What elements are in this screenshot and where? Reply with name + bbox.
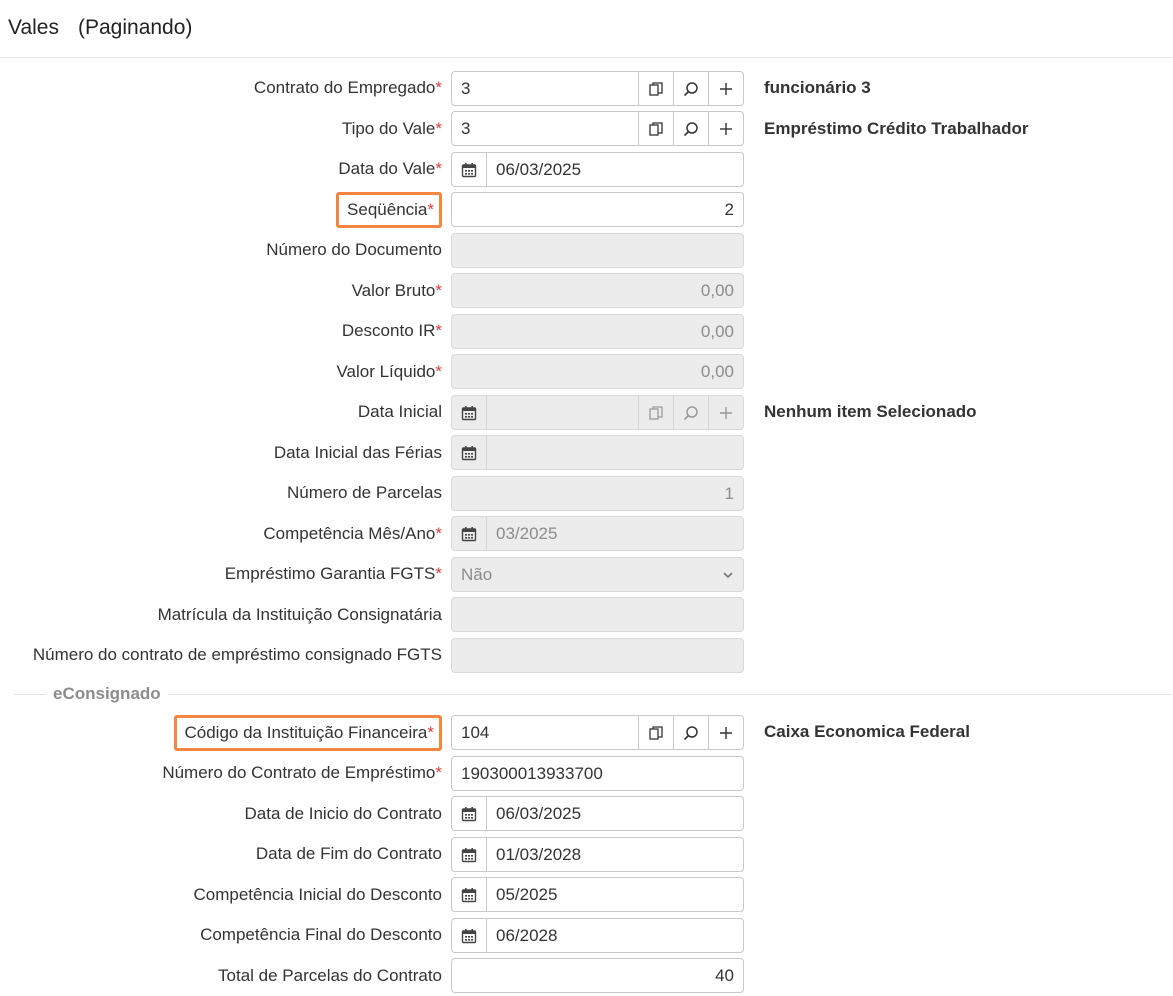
chevron-down-icon [713, 558, 743, 591]
data-inicio-input[interactable]: 06/03/2025 [496, 804, 582, 823]
codigo-instituicao-input[interactable]: 104 [461, 723, 490, 742]
numero-parcelas-input: 1 [724, 484, 734, 503]
numero-contrato-input[interactable]: 190300013933700 [461, 764, 603, 783]
numero-parcelas-field [451, 476, 744, 511]
page-header [0, 0, 1173, 58]
contrato-description: funcionário 3 [764, 78, 871, 97]
codigo-instituicao-field[interactable] [451, 715, 744, 750]
desconto-ir-label: Desconto IR* [341, 321, 442, 340]
numero-contrato-field[interactable] [451, 756, 744, 791]
numero-contrato-fgts-field [451, 638, 744, 673]
codigo-instituicao-description: Caixa Economica Federal [764, 722, 970, 741]
calendar-icon[interactable] [452, 878, 487, 911]
calendar-icon [452, 436, 487, 469]
desconto-ir-input: 0,00 [700, 322, 734, 341]
data-fim-field[interactable] [451, 837, 744, 872]
search-icon[interactable] [673, 716, 708, 749]
numero-documento-field [451, 233, 744, 268]
data-vale-input[interactable]: 06/03/2025 [496, 160, 582, 179]
numero-contrato-label: Número do Contrato de Empréstimo* [162, 763, 442, 782]
contrato-input[interactable]: 3 [461, 79, 471, 98]
emprestimo-fgts-select [451, 557, 744, 592]
plus-icon[interactable] [708, 72, 743, 105]
calendar-icon[interactable] [452, 153, 487, 186]
competencia-final-label: Competência Final do Desconto [200, 925, 442, 944]
calendar-icon [452, 396, 487, 429]
data-inicial-ferias-field [451, 435, 744, 470]
copy-icon[interactable] [638, 112, 673, 145]
valor-bruto-input: 0,00 [700, 281, 734, 300]
search-icon[interactable] [673, 112, 708, 145]
codigo-instituicao-label: Código da Instituição Financeira* [174, 715, 443, 751]
numero-documento-input [452, 234, 743, 267]
copy-icon[interactable] [638, 72, 673, 105]
calendar-icon[interactable] [452, 797, 487, 830]
copy-icon [638, 396, 673, 429]
section-divider [14, 694, 1172, 695]
matricula-instituicao-input [452, 598, 743, 631]
data-inicial-label: Data Inicial [357, 402, 442, 421]
emprestimo-fgts-label: Empréstimo Garantia FGTS* [224, 564, 442, 583]
competencia-label: Competência Mês/Ano* [263, 524, 442, 543]
numero-contrato-fgts-label: Número do contrato de empréstimo consignado FGTS [32, 645, 442, 664]
contrato-field[interactable] [451, 71, 744, 106]
plus-icon[interactable] [708, 112, 743, 145]
page-mode: (Paginando) [78, 16, 193, 39]
tipo-vale-label: Tipo do Vale* [341, 119, 442, 138]
competencia-field [451, 516, 744, 551]
search-icon[interactable] [673, 72, 708, 105]
data-inicial-ferias-input [487, 436, 743, 469]
data-fim-input[interactable]: 01/03/2028 [496, 845, 582, 864]
calendar-icon[interactable] [452, 919, 487, 952]
calendar-icon [452, 517, 487, 550]
valor-liquido-field [451, 354, 744, 389]
section-title-econsignado: eConsignado [46, 683, 168, 705]
emprestimo-fgts-value: Não [461, 565, 493, 584]
tipo-vale-input[interactable]: 3 [461, 119, 471, 138]
numero-contrato-fgts-input [452, 639, 743, 672]
plus-icon[interactable] [708, 716, 743, 749]
numero-documento-label: Número do Documento [266, 240, 442, 259]
data-inicial-description: Nenhum item Selecionado [764, 402, 977, 421]
competencia-inicial-label: Competência Inicial do Desconto [193, 885, 442, 904]
desconto-ir-field [451, 314, 744, 349]
data-inicial-field [451, 395, 744, 430]
competencia-inicial-input[interactable]: 05/2025 [496, 885, 558, 904]
sequencia-input[interactable]: 2 [724, 200, 734, 219]
valor-bruto-field [451, 273, 744, 308]
total-parcelas-input[interactable]: 40 [715, 966, 734, 985]
copy-icon[interactable] [638, 716, 673, 749]
data-inicial-input [487, 396, 638, 429]
data-vale-label: Data do Vale* [338, 159, 442, 178]
sequencia-label: Seqüência* [336, 192, 442, 228]
tipo-vale-field[interactable] [451, 111, 744, 146]
competencia-input: 03/2025 [496, 524, 558, 543]
tipo-vale-description: Empréstimo Crédito Trabalhador [764, 119, 1029, 138]
competencia-inicial-field[interactable] [451, 877, 744, 912]
numero-parcelas-label: Número de Parcelas [287, 483, 442, 502]
total-parcelas-label: Total de Parcelas do Contrato [218, 966, 442, 985]
matricula-instituicao-label: Matrícula da Instituição Consignatária [157, 605, 442, 624]
plus-icon [708, 396, 743, 429]
valor-bruto-label: Valor Bruto* [351, 281, 442, 300]
competencia-final-field[interactable] [451, 918, 744, 953]
data-fim-label: Data de Fim do Contrato [255, 844, 442, 863]
total-parcelas-field[interactable] [451, 958, 744, 993]
matricula-instituicao-field [451, 597, 744, 632]
data-inicio-label: Data de Inicio do Contrato [244, 804, 442, 823]
sequencia-field[interactable] [451, 192, 744, 227]
data-vale-field[interactable] [451, 152, 744, 187]
valor-liquido-input: 0,00 [700, 362, 734, 381]
data-inicio-field[interactable] [451, 796, 744, 831]
calendar-icon[interactable] [452, 838, 487, 871]
data-inicial-ferias-label: Data Inicial das Férias [273, 443, 442, 462]
search-icon [673, 396, 708, 429]
valor-liquido-label: Valor Líquido* [336, 362, 442, 381]
competencia-final-input[interactable]: 06/2028 [496, 926, 558, 945]
page-title: Vales [8, 16, 59, 39]
contrato-label: Contrato do Empregado* [253, 78, 442, 97]
